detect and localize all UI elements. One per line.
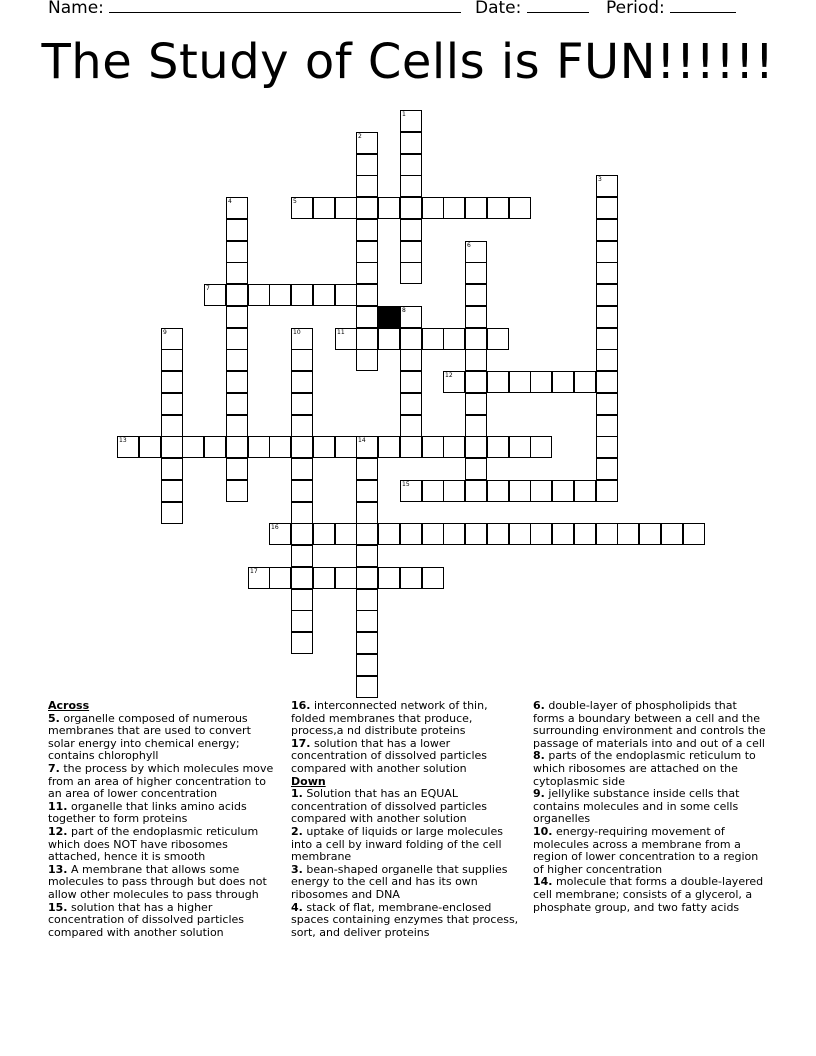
grid-cell[interactable] bbox=[443, 371, 465, 393]
grid-cell[interactable] bbox=[291, 393, 313, 415]
grid-cell[interactable] bbox=[443, 436, 465, 458]
grid-cell[interactable] bbox=[400, 197, 422, 219]
grid-cell[interactable] bbox=[226, 328, 248, 350]
grid-cell[interactable] bbox=[639, 523, 661, 545]
grid-cell[interactable] bbox=[596, 241, 618, 263]
grid-cell[interactable] bbox=[509, 197, 531, 219]
grid-cell[interactable] bbox=[291, 610, 313, 632]
grid-cell[interactable] bbox=[465, 393, 487, 415]
clue-down-3: 3. bean-shaped organelle that supplies energy to the cell and has its own ribosomes and DNA bbox=[291, 862, 508, 901]
grid-cell[interactable] bbox=[596, 197, 618, 219]
period-label: Period: bbox=[606, 0, 665, 18]
grid-cell[interactable] bbox=[465, 328, 487, 350]
clue-across-17: 17. solution that has a lower concentration of dissolved particles compared with another solution bbox=[291, 736, 488, 775]
grid-cell[interactable] bbox=[226, 436, 248, 458]
grid-cell[interactable] bbox=[313, 284, 335, 306]
grid-cell[interactable] bbox=[574, 523, 596, 545]
clue-number: 9 bbox=[163, 329, 167, 336]
clue-down-1: 1. Solution that has an EQUAL concentration of dissolved particles compared with another solution bbox=[291, 787, 488, 826]
grid-cell[interactable] bbox=[400, 393, 422, 415]
grid-cell[interactable] bbox=[465, 371, 487, 393]
grid-cell[interactable] bbox=[552, 480, 574, 502]
grid-cell[interactable] bbox=[269, 567, 291, 589]
grid-cell[interactable] bbox=[596, 284, 618, 306]
grid-cell[interactable] bbox=[335, 197, 357, 219]
grid-cell[interactable] bbox=[400, 328, 422, 350]
clue-number: 3 bbox=[598, 176, 602, 183]
grid-cell[interactable] bbox=[335, 567, 357, 589]
grid-cell[interactable] bbox=[204, 436, 226, 458]
grid-cell[interactable] bbox=[356, 632, 378, 654]
clue-number: 1 bbox=[402, 111, 406, 118]
grid-cell[interactable] bbox=[487, 371, 509, 393]
grid-cell[interactable] bbox=[596, 328, 618, 350]
grid-cell[interactable] bbox=[291, 415, 313, 437]
grid-cell[interactable] bbox=[356, 436, 378, 458]
grid-cell[interactable] bbox=[530, 523, 552, 545]
grid-cell[interactable] bbox=[400, 415, 422, 437]
grid-cell[interactable] bbox=[291, 545, 313, 567]
grid-cell[interactable] bbox=[596, 349, 618, 371]
grid-cell[interactable] bbox=[465, 415, 487, 437]
grid-cell[interactable] bbox=[465, 523, 487, 545]
grid-cell[interactable] bbox=[487, 197, 509, 219]
grid-cell[interactable] bbox=[400, 154, 422, 176]
grid-cell[interactable] bbox=[291, 371, 313, 393]
grid-cell[interactable] bbox=[313, 523, 335, 545]
grid-cell[interactable] bbox=[335, 328, 357, 350]
grid-cell[interactable] bbox=[204, 284, 226, 306]
clue-down-8: 8. parts of the endoplasmic reticulum to which ribosomes are attached on the cytoplasmic side bbox=[533, 749, 756, 788]
grid-cell[interactable] bbox=[356, 175, 378, 197]
page-title: The Study of Cells is FUN!!!!!! bbox=[41, 34, 775, 90]
grid-cell[interactable] bbox=[356, 197, 378, 219]
grid-cell[interactable] bbox=[291, 567, 313, 589]
grid-cell[interactable] bbox=[443, 523, 465, 545]
grid-cell[interactable] bbox=[335, 436, 357, 458]
grid-cell[interactable] bbox=[226, 349, 248, 371]
grid-cell[interactable] bbox=[269, 523, 291, 545]
clue-number: 2 bbox=[358, 133, 362, 140]
grid-cell[interactable] bbox=[596, 175, 618, 197]
grid-cell[interactable] bbox=[487, 523, 509, 545]
grid-cell[interactable] bbox=[378, 197, 400, 219]
grid-cell[interactable] bbox=[574, 480, 596, 502]
grid-cell[interactable] bbox=[378, 567, 400, 589]
clue-down-14: 14. molecule that forms a double-layered cell membrane; consists of a glycerol, a phosphate group, and two fatty acids bbox=[533, 875, 764, 914]
grid-cell[interactable] bbox=[465, 284, 487, 306]
grid-cell[interactable] bbox=[400, 132, 422, 154]
grid-cell[interactable] bbox=[161, 458, 183, 480]
clue-number: 14 bbox=[358, 437, 366, 444]
grid-cell[interactable] bbox=[291, 502, 313, 524]
grid-cell[interactable] bbox=[226, 458, 248, 480]
clue-across-11: 11. organelle that links amino acids together to form proteins bbox=[48, 799, 247, 826]
grid-cell[interactable] bbox=[139, 436, 161, 458]
grid-cell[interactable] bbox=[248, 567, 270, 589]
grid-cell[interactable] bbox=[422, 567, 444, 589]
grid-cell[interactable] bbox=[596, 262, 618, 284]
grid-cell[interactable] bbox=[313, 436, 335, 458]
grid-cell[interactable] bbox=[422, 523, 444, 545]
clue-down-10: 10. energy-requiring movement of molecules across a membrane from a region of lower concentration to a region of higher concentration bbox=[533, 824, 759, 876]
grid-cell[interactable] bbox=[248, 436, 270, 458]
grid-cell[interactable] bbox=[596, 458, 618, 480]
grid-cell[interactable] bbox=[596, 219, 618, 241]
grid-cell[interactable] bbox=[161, 328, 183, 350]
clue-number: 6 bbox=[467, 242, 471, 249]
grid-cell[interactable] bbox=[356, 480, 378, 502]
grid-cell[interactable] bbox=[226, 415, 248, 437]
grid-cell[interactable] bbox=[356, 132, 378, 154]
grid-cell[interactable] bbox=[400, 523, 422, 545]
grid-cell[interactable] bbox=[443, 480, 465, 502]
clue-number: 15 bbox=[402, 481, 410, 488]
grid-cell[interactable] bbox=[596, 306, 618, 328]
grid-cell[interactable] bbox=[596, 523, 618, 545]
grid-cell[interactable] bbox=[161, 436, 183, 458]
grid-cell[interactable] bbox=[356, 241, 378, 263]
grid-cell[interactable] bbox=[509, 436, 531, 458]
grid-cell[interactable] bbox=[356, 219, 378, 241]
grid-cell[interactable] bbox=[400, 480, 422, 502]
grid-cell[interactable] bbox=[400, 110, 422, 132]
grid-cell[interactable] bbox=[683, 523, 705, 545]
grid-cell[interactable] bbox=[291, 349, 313, 371]
grid-cell[interactable] bbox=[226, 480, 248, 502]
clue-number: 10 bbox=[293, 329, 301, 336]
clue-number: 16 bbox=[271, 524, 279, 531]
down-heading: Down bbox=[291, 774, 326, 788]
grid-cell[interactable] bbox=[443, 328, 465, 350]
clue-down-9: 9. jellylike substance inside cells that contains molecules and in some cells organelles bbox=[533, 787, 740, 826]
clues-column-2 bbox=[291, 700, 523, 939]
grid-cell[interactable] bbox=[356, 502, 378, 524]
grid-cell[interactable] bbox=[465, 262, 487, 284]
grid-cell[interactable] bbox=[356, 654, 378, 676]
grid-cell[interactable] bbox=[574, 371, 596, 393]
grid-cell[interactable] bbox=[400, 306, 422, 328]
grid-cell[interactable] bbox=[291, 523, 313, 545]
grid-cell[interactable] bbox=[400, 175, 422, 197]
grid-cell[interactable] bbox=[226, 284, 248, 306]
grid-cell[interactable] bbox=[400, 262, 422, 284]
grid-cell[interactable] bbox=[422, 480, 444, 502]
clues-column-3 bbox=[533, 700, 771, 914]
clue-number: 13 bbox=[119, 437, 127, 444]
grid-cell[interactable] bbox=[378, 523, 400, 545]
grid-cell[interactable] bbox=[443, 197, 465, 219]
grid-cell[interactable] bbox=[291, 328, 313, 350]
grid-cell[interactable] bbox=[422, 197, 444, 219]
grid-cell[interactable] bbox=[356, 610, 378, 632]
clue-across-16: 16. interconnected network of thin, folded membranes that produce, process,a nd distribute proteins bbox=[291, 699, 488, 738]
grid-cell[interactable] bbox=[400, 219, 422, 241]
grid-cell[interactable] bbox=[509, 523, 531, 545]
clue-across-5: 5. organelle composed of numerous membranes that are used to convert solar energy into chemical energy; contains chlorophyll bbox=[48, 711, 251, 763]
grid-cell[interactable] bbox=[356, 349, 378, 371]
grid-cell[interactable] bbox=[465, 458, 487, 480]
grid-cell[interactable] bbox=[161, 502, 183, 524]
grid-cell[interactable] bbox=[356, 545, 378, 567]
grid-cell[interactable] bbox=[226, 197, 248, 219]
grid-cell[interactable] bbox=[617, 523, 639, 545]
grid-cell[interactable] bbox=[530, 371, 552, 393]
grid-cell[interactable] bbox=[487, 436, 509, 458]
clue-across-12: 12. part of the endoplasmic reticulum which does NOT have ribosomes attached, hence it is smooth bbox=[48, 824, 259, 864]
grid-cell[interactable] bbox=[269, 436, 291, 458]
grid-cell[interactable] bbox=[378, 328, 400, 350]
clue-number: 11 bbox=[337, 329, 345, 336]
grid-cell[interactable] bbox=[291, 480, 313, 502]
grid-cell[interactable] bbox=[400, 567, 422, 589]
grid-cell[interactable] bbox=[356, 589, 378, 611]
grid-cell[interactable] bbox=[226, 241, 248, 263]
grid-cell[interactable] bbox=[335, 284, 357, 306]
grid-cell[interactable] bbox=[313, 567, 335, 589]
grid-cell[interactable] bbox=[161, 349, 183, 371]
grid-cell[interactable] bbox=[335, 523, 357, 545]
grid-cell[interactable] bbox=[356, 262, 378, 284]
grid-cell[interactable] bbox=[422, 328, 444, 350]
grid-cell[interactable] bbox=[509, 371, 531, 393]
clue-down-4: 4. stack of flat, membrane-enclosed spaces containing enzymes that process, sort, and deliver proteins bbox=[291, 900, 519, 939]
grid-cell[interactable] bbox=[487, 328, 509, 350]
grid-cell[interactable] bbox=[596, 436, 618, 458]
clue-number: 12 bbox=[445, 372, 453, 379]
name-label: Name: bbox=[48, 0, 104, 18]
clue-number: 7 bbox=[206, 285, 210, 292]
grid-cell[interactable] bbox=[400, 349, 422, 371]
grid-cell[interactable] bbox=[269, 284, 291, 306]
grid-cell[interactable] bbox=[356, 523, 378, 545]
grid-cell[interactable] bbox=[248, 284, 270, 306]
grid-cell[interactable] bbox=[378, 436, 400, 458]
grid-cell[interactable] bbox=[226, 219, 248, 241]
grid-cell[interactable] bbox=[530, 480, 552, 502]
grid-cell[interactable] bbox=[117, 436, 139, 458]
grid-cell[interactable] bbox=[356, 676, 378, 698]
grid-cell[interactable] bbox=[161, 393, 183, 415]
grid-cell[interactable] bbox=[356, 328, 378, 350]
grid-cell[interactable] bbox=[291, 458, 313, 480]
grid-cell[interactable] bbox=[596, 393, 618, 415]
clue-across-15: 15. solution that has a higher concentration of dissolved particles compared with another solution bbox=[48, 900, 245, 939]
clue-number: 4 bbox=[228, 198, 232, 205]
grid-cell[interactable] bbox=[161, 415, 183, 437]
grid-cell[interactable] bbox=[226, 371, 248, 393]
grid-cell[interactable] bbox=[552, 523, 574, 545]
grid-cell[interactable] bbox=[465, 480, 487, 502]
grid-cell[interactable] bbox=[356, 284, 378, 306]
grid-cell[interactable] bbox=[356, 458, 378, 480]
grid-cell[interactable] bbox=[400, 241, 422, 263]
grid-cell[interactable] bbox=[356, 567, 378, 589]
grid-cell[interactable] bbox=[291, 197, 313, 219]
grid-cell[interactable] bbox=[465, 197, 487, 219]
grid-cell[interactable] bbox=[313, 197, 335, 219]
grid-cell[interactable] bbox=[596, 371, 618, 393]
grid-cell[interactable] bbox=[509, 480, 531, 502]
grid-cell[interactable] bbox=[661, 523, 683, 545]
grid-cell[interactable] bbox=[596, 415, 618, 437]
grid-cell[interactable] bbox=[552, 371, 574, 393]
grid-cell[interactable] bbox=[356, 306, 378, 328]
grid-cell[interactable] bbox=[530, 436, 552, 458]
clue-down-2: 2. uptake of liquids or large molecules into a cell by inward folding of the cell membrane bbox=[291, 824, 503, 864]
grid-cell[interactable] bbox=[161, 371, 183, 393]
date-label: Date: bbox=[475, 0, 522, 18]
clues-column-1 bbox=[48, 700, 280, 939]
grid-cell[interactable] bbox=[465, 349, 487, 371]
clue-across-13: 13. A membrane that allows some molecules to pass through but does not allow other molecules to pass through bbox=[48, 862, 267, 901]
grid-cell[interactable] bbox=[465, 436, 487, 458]
grid-cell[interactable] bbox=[226, 393, 248, 415]
grid-cell[interactable] bbox=[465, 241, 487, 263]
grid-cell[interactable] bbox=[161, 480, 183, 502]
clue-number: 17 bbox=[250, 568, 258, 575]
grid-cell[interactable] bbox=[400, 371, 422, 393]
clue-down-6: 6. double-layer of phospholipids that forms a boundary between a cell and the surrounding environment and controls the passage of materials into and out of a cell bbox=[533, 699, 766, 750]
grid-cell[interactable] bbox=[422, 436, 444, 458]
grid-cell[interactable] bbox=[291, 436, 313, 458]
across-heading: Across bbox=[48, 699, 90, 712]
grid-cell[interactable] bbox=[487, 480, 509, 502]
grid-cell[interactable] bbox=[291, 284, 313, 306]
clue-number: 8 bbox=[402, 307, 406, 314]
clue-number: 5 bbox=[293, 198, 297, 205]
black-square bbox=[378, 306, 400, 328]
grid-cell[interactable] bbox=[596, 480, 618, 502]
clue-across-7: 7. the process by which molecules move from an area of higher concentration to an area of lower concentration bbox=[48, 761, 274, 801]
grid-cell[interactable] bbox=[465, 306, 487, 328]
grid-cell[interactable] bbox=[291, 632, 313, 654]
grid-cell[interactable] bbox=[356, 154, 378, 176]
grid-cell[interactable] bbox=[182, 436, 204, 458]
grid-cell[interactable] bbox=[291, 589, 313, 611]
grid-cell[interactable] bbox=[226, 262, 248, 284]
grid-cell[interactable] bbox=[400, 436, 422, 458]
grid-cell[interactable] bbox=[226, 306, 248, 328]
